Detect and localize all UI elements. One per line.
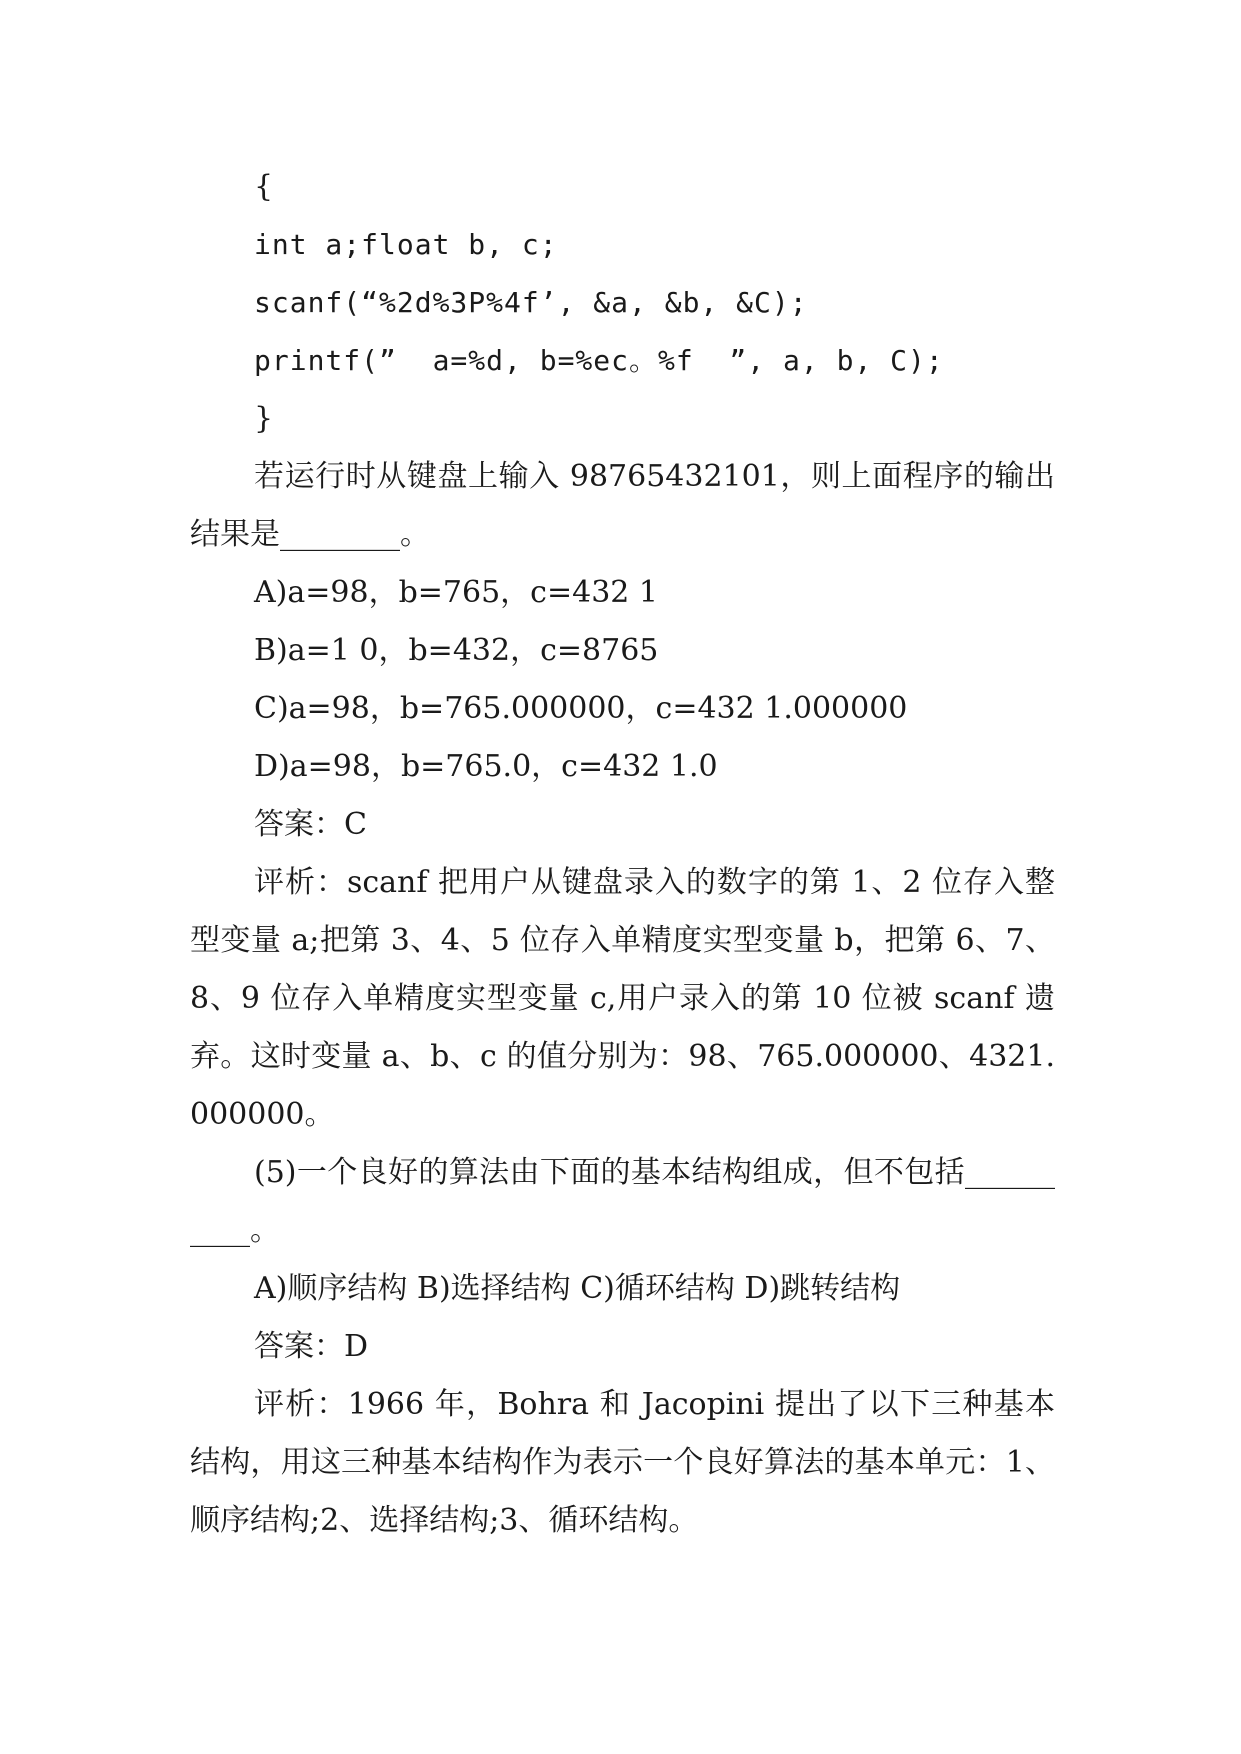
- question-5-options: A)顺序结构 B)选择结构 C)循环结构 D)跳转结构: [254, 1271, 901, 1306]
- question-4-option-b: B)a=1 0，b=432，c=8765: [254, 633, 659, 668]
- question-4-analysis: 评析：scanf 把用户从键盘录入的数字的第 1、2 位存入整型变量 a;把第 3、4、5 位存入单精度实型变量 b，把第 6、7、8、9 位存入单精度实型变量 c,用户录入的第 10 位被 scanf 遗弃。这时变量 a、b、c 的值分别为：98、765.000000、4321.000000。: [190, 865, 1055, 1132]
- question-4-option-d: D)a=98，b=765.0，c=432 1.0: [254, 749, 718, 784]
- code-open-brace: {: [254, 169, 274, 204]
- question-4-option-c: C)a=98，b=765.000000，c=432 1.000000: [254, 691, 908, 726]
- question-4-prompt: 若运行时从键盘上输入 98765432101，则上面程序的输出结果是________。: [190, 459, 1055, 552]
- code-close-brace: }: [254, 401, 274, 436]
- document-content: [190, 158, 1055, 1550]
- code-line-declaration: int a;float b, c;: [254, 228, 558, 261]
- question-4-option-a: A)a=98，b=765，c=432 1: [254, 575, 658, 610]
- code-line-scanf: scanf(“%2d%3P%4f’, &a, &b, &C);: [254, 286, 808, 319]
- question-5-analysis: 评析：1966 年，Bohra 和 Jacopini 提出了以下三种基本结构，用这三种基本结构作为表示一个良好算法的基本单元：1、顺序结构;2、选择结构;3、循环结构。: [190, 1387, 1055, 1538]
- code-line-printf: printf(” a=%d, b=%ec。%f ”, a, b, C);: [254, 344, 944, 377]
- question-5-prompt: (5)一个良好的算法由下面的基本结构组成，但不包括__________。: [190, 1155, 1055, 1248]
- question-4-answer: 答案：C: [254, 807, 367, 842]
- question-5-answer: 答案：D: [254, 1329, 369, 1364]
